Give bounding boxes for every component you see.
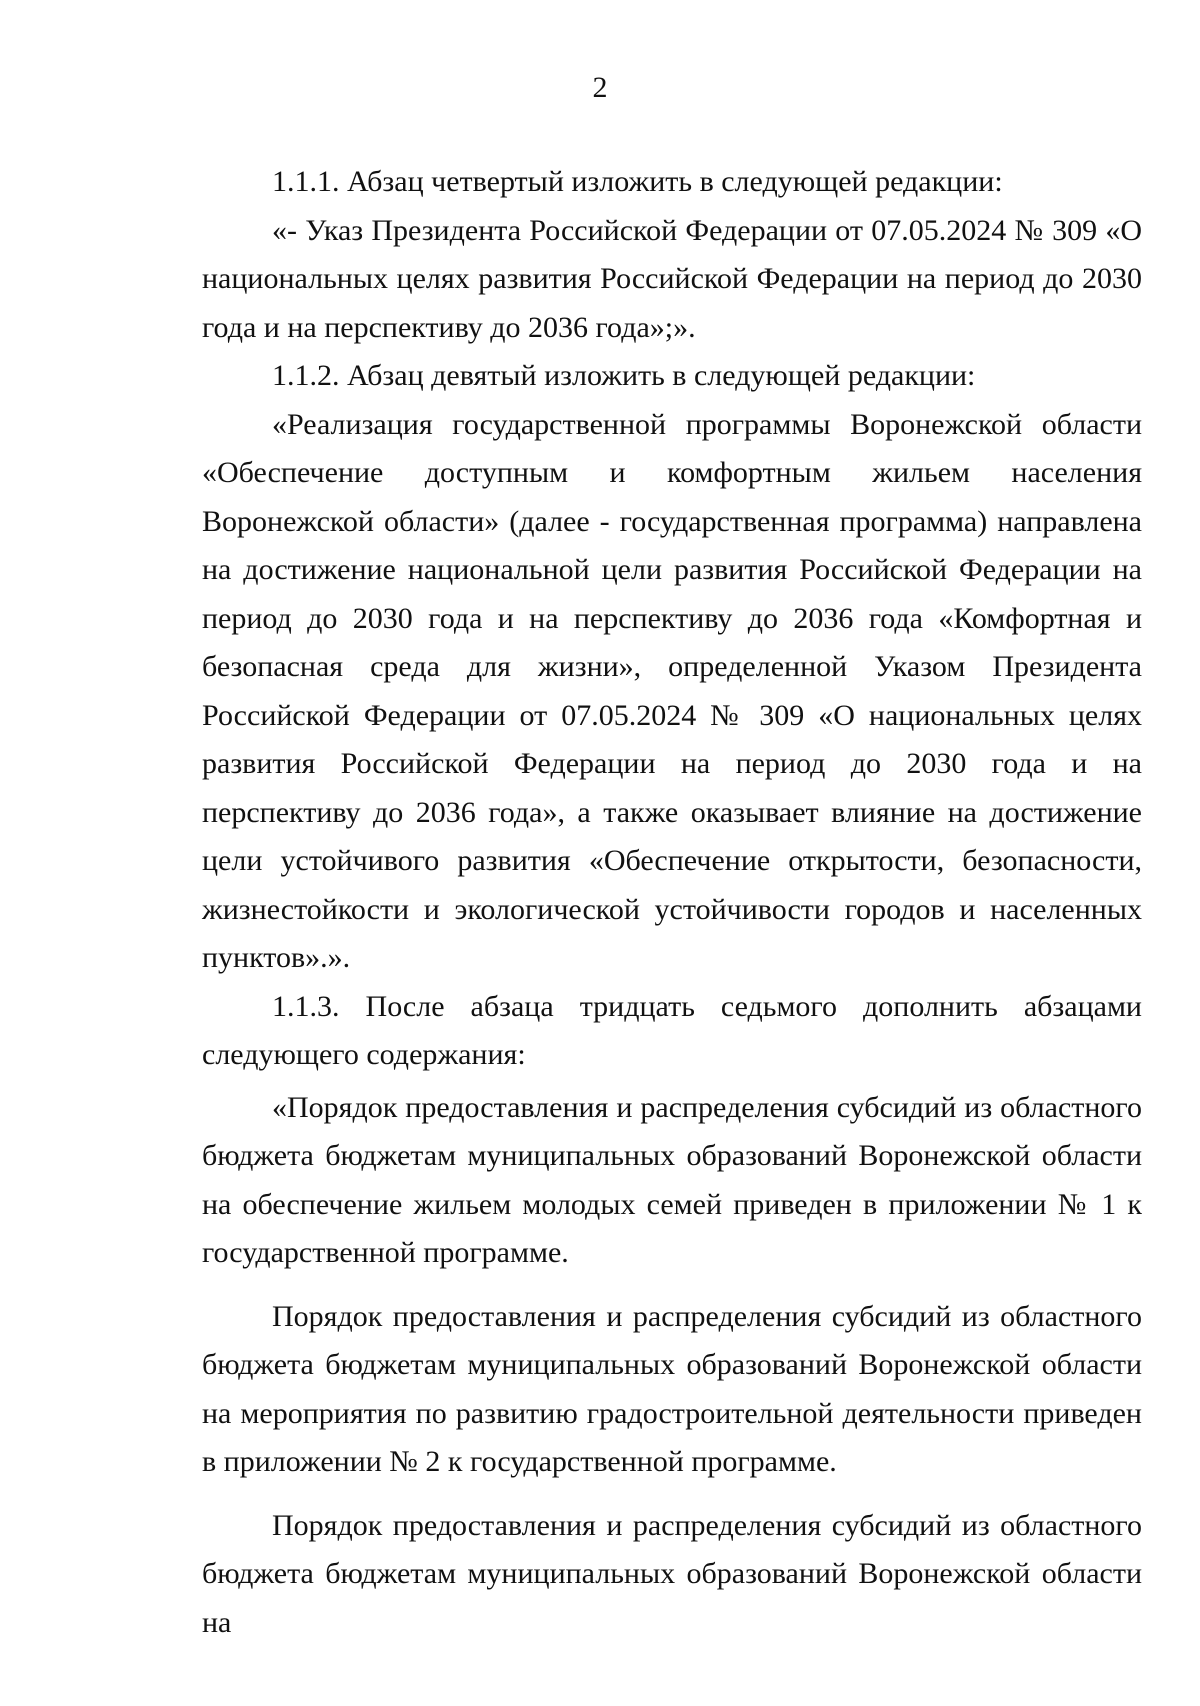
paragraph-program-description: «Реализация государственной программы Воронежской области «Обеспечение доступным и комфортным жильем населения Воронежской области» (далее - государственная программа) направлена на достижение национальной цели развития Российской Федерации на период до 2030 года и на перспективу до 2036 года «Комфортная и безопасная среда для жизни», определенной Указом Президента Российской Федерации от 07.05.2024 № 309 «О национальных целях развития Российской Федерации на период до 2030 года и на перспективу до 2036 года», а также оказывает влияние на достижение цели устойчивого развития «Обеспечение открытости, безопасности, жизнестойкости и экологической устойчивости городов и населенных пунктов».».: [202, 407, 1142, 974]
paragraph-subsidy-continued: Порядок предоставления и распределения субсидий из областного бюджета бюджетам муниципальных образований Воронежской области на: [202, 1508, 1142, 1639]
paragraph-subsidy-urban-planning: Порядок предоставления и распределения субсидий из областного бюджета бюджетам муниципальных образований Воронежской области на мероприятия по развитию градостроительной деятельности приведен в приложении № 2 к государственной программе.: [202, 1299, 1142, 1478]
paragraph-1-1-1: 1.1.1. Абзац четвертый изложить в следующей редакции:: [272, 165, 1003, 198]
document-body: [202, 158, 1142, 1647]
paragraph-decree-reference: «- Указ Президента Российской Федерации от 07.05.2024 № 309 «О национальных целях развития Российской Федерации на период до 2030 года и на перспективу до 2036 года»;».: [202, 213, 1142, 344]
paragraph-subsidy-young-families: «Порядок предоставления и распределения субсидий из областного бюджета бюджетам муниципальных образований Воронежской области на обеспечение жильем молодых семей приведен в приложении № 1 к государственной программе.: [202, 1090, 1142, 1269]
paragraph-1-1-3: 1.1.3. После абзаца тридцать седьмого дополнить абзацами следующего содержания:: [202, 989, 1142, 1071]
page-number: 2: [592, 71, 608, 104]
paragraph-1-1-2: 1.1.2. Абзац девятый изложить в следующей редакции:: [272, 359, 976, 392]
